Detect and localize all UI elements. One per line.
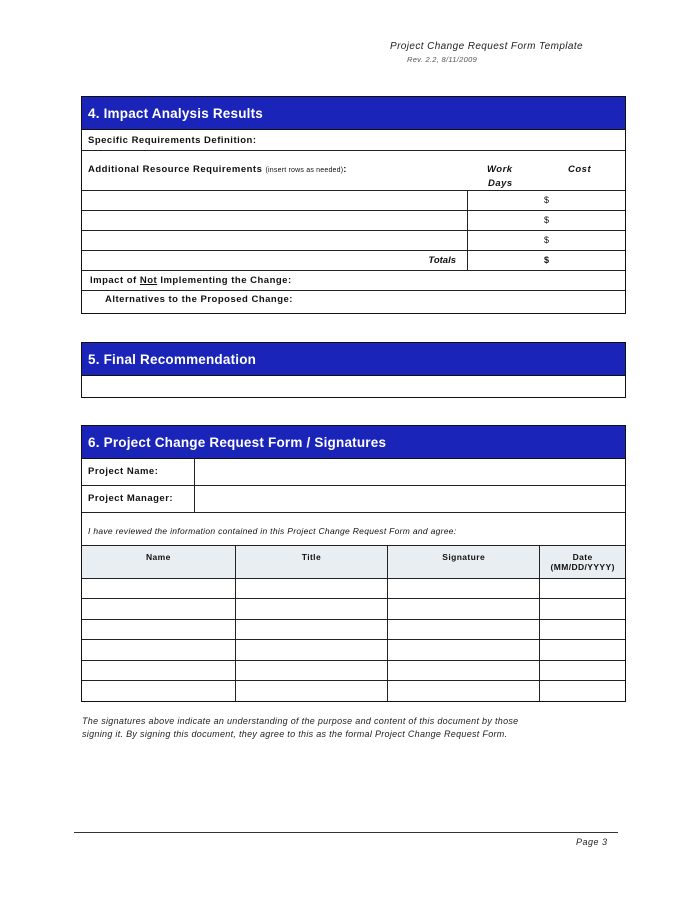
review-statement: I have reviewed the information contained in this Project Change Request Form and agree: — [88, 526, 457, 536]
section-4-heading: 4. Impact Analysis Results — [82, 97, 625, 130]
title-cell[interactable] — [235, 640, 387, 661]
section-5-heading: 5. Final Recommendation — [82, 343, 625, 376]
resource-cost-cell[interactable] — [468, 211, 624, 230]
signature-cell[interactable] — [388, 619, 540, 640]
signature-cell[interactable] — [388, 640, 540, 661]
page-number: Page 3 — [576, 837, 608, 847]
alternatives-label: Alternatives to the Proposed Change: — [105, 294, 293, 305]
name-cell[interactable] — [82, 599, 235, 620]
resource-row[interactable] — [82, 191, 625, 211]
title-cell[interactable] — [235, 599, 387, 620]
totals-cost-cell[interactable] — [468, 251, 624, 270]
additional-resources-label: Additional Resource Requirements (insert rows as needed): — [88, 164, 347, 175]
project-name-field[interactable] — [194, 459, 625, 485]
date-cell[interactable] — [540, 619, 625, 640]
review-statement-row — [82, 513, 625, 546]
final-recommendation-section — [81, 342, 626, 398]
table-row — [82, 599, 625, 620]
currency-symbol: $ — [544, 195, 550, 205]
title-cell[interactable] — [235, 619, 387, 640]
cost-column-label: Cost — [568, 164, 592, 175]
date-cell[interactable] — [540, 660, 625, 681]
table-row — [82, 578, 625, 599]
name-cell[interactable] — [82, 681, 235, 702]
signature-table — [82, 546, 625, 701]
signature-footnote: The signatures above indicate an understanding of the purpose and content of this document by those signing it. By signing this document, they agree to this as the formal Project Change Request Form. — [82, 716, 519, 739]
date-cell[interactable] — [540, 578, 625, 599]
resource-description-cell[interactable] — [82, 191, 468, 210]
project-name-label: Project Name: — [88, 466, 159, 477]
signature-cell[interactable] — [388, 578, 540, 599]
project-manager-row — [82, 486, 625, 513]
date-column-header: Date (MM/DD/YYYY) — [540, 546, 625, 578]
resource-row[interactable] — [82, 231, 625, 251]
project-manager-field[interactable] — [194, 486, 625, 512]
title-cell[interactable] — [235, 660, 387, 681]
impact-analysis-section — [81, 96, 626, 314]
date-cell[interactable] — [540, 640, 625, 661]
title-column-header: Title — [235, 546, 387, 578]
signature-column-header: Signature — [388, 546, 540, 578]
currency-symbol: $ — [544, 215, 550, 225]
name-column-header: Name — [82, 546, 235, 578]
resource-description-cell[interactable] — [82, 211, 468, 230]
title-cell[interactable] — [235, 578, 387, 599]
date-cell[interactable] — [540, 681, 625, 702]
impact-not-implementing-label: Impact of Not Implementing the Change: — [90, 275, 292, 286]
work-column-label: Work — [487, 164, 513, 175]
alternatives-row[interactable] — [82, 291, 625, 311]
resource-cost-cell[interactable] — [468, 231, 624, 250]
project-name-row — [82, 459, 625, 486]
table-row — [82, 660, 625, 681]
project-manager-label: Project Manager: — [88, 493, 174, 504]
table-row — [82, 619, 625, 640]
title-cell[interactable] — [235, 681, 387, 702]
totals-row — [82, 251, 625, 271]
signature-cell[interactable] — [388, 660, 540, 681]
name-cell[interactable] — [82, 619, 235, 640]
section-6-heading: 6. Project Change Request Form / Signatures — [82, 426, 625, 459]
revision-label: Rev. 2.2, 8/11/2009 — [407, 55, 478, 64]
resource-description-cell[interactable] — [82, 231, 468, 250]
additional-resources-header-row — [82, 151, 625, 191]
insert-rows-note: (insert rows as needed) — [265, 167, 344, 174]
final-recommendation-field[interactable] — [82, 376, 625, 397]
date-cell[interactable] — [540, 599, 625, 620]
currency-symbol: $ — [544, 255, 550, 265]
currency-symbol: $ — [544, 235, 550, 245]
signature-cell[interactable] — [388, 681, 540, 702]
document-title: Project Change Request Form Template — [390, 41, 584, 52]
totals-label: Totals — [428, 255, 456, 266]
table-row — [82, 640, 625, 661]
resource-cost-cell[interactable] — [468, 191, 624, 210]
specific-requirements-label: Specific Requirements Definition: — [88, 135, 257, 146]
table-row — [82, 681, 625, 702]
totals-label-cell — [82, 251, 468, 270]
name-cell[interactable] — [82, 640, 235, 661]
impact-not-implementing-row[interactable] — [82, 271, 625, 291]
name-cell[interactable] — [82, 660, 235, 681]
specific-requirements-row[interactable] — [82, 130, 625, 151]
resource-row[interactable] — [82, 211, 625, 231]
name-cell[interactable] — [82, 578, 235, 599]
signature-table-header — [82, 546, 625, 578]
days-column-label: Days — [488, 178, 513, 189]
footer-divider — [74, 832, 618, 833]
signature-cell[interactable] — [388, 599, 540, 620]
signatures-section — [81, 425, 626, 702]
